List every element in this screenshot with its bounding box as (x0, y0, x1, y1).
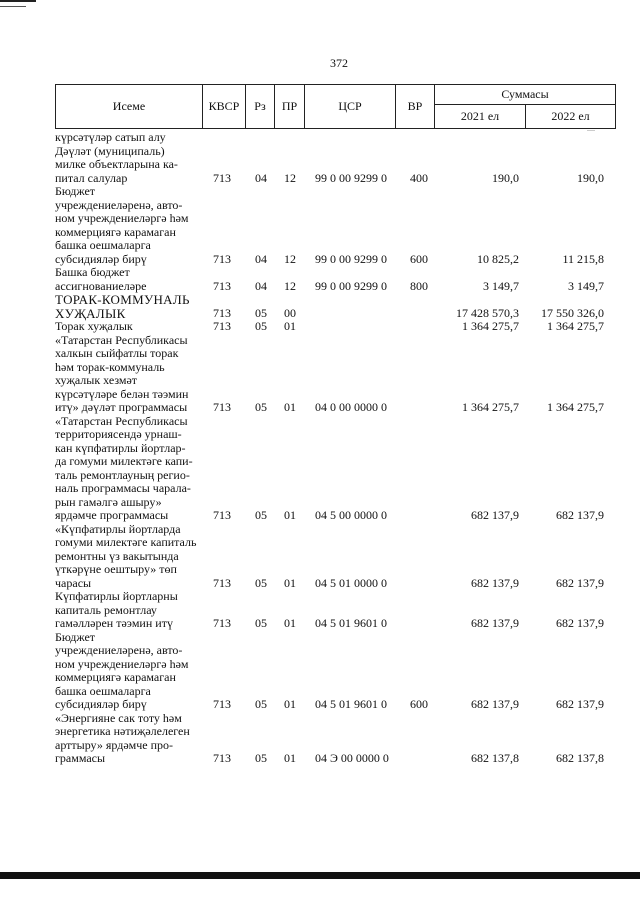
cell-s2021: 10 825,2 (477, 251, 519, 266)
cell-s2022: 682 137,9 (556, 508, 604, 522)
table-row (55, 712, 620, 766)
cell-rz: 05 (255, 508, 267, 522)
row-name-line: Күпфатирлы йортларны (55, 589, 178, 603)
cell-rz: 05 (255, 575, 267, 590)
cell-s2022: 3 149,7 (568, 278, 604, 293)
cell-kvsr: 713 (213, 751, 231, 765)
cell-pr: 01 (284, 697, 296, 711)
header-vr: ВР (395, 84, 435, 129)
header-name: Исеме (55, 84, 203, 129)
cell-rz: 05 (255, 305, 267, 320)
cell-csr: 04 5 01 0000 0 (315, 575, 387, 590)
row-name-line: Бюджет (55, 629, 96, 644)
cell-vr: 400 (410, 170, 428, 185)
row-name-line: Бюджет (55, 184, 96, 198)
table-row (55, 415, 620, 523)
cell-csr: 99 0 00 9299 0 (315, 170, 387, 185)
cell-csr: 04 0 00 0000 0 (315, 400, 387, 414)
header-rz: Рз (245, 84, 275, 129)
cell-s2021: 1 364 275,7 (462, 319, 519, 333)
cell-csr: 04 5 01 9601 0 (315, 697, 387, 711)
table-row (55, 590, 620, 631)
row-name-line: гамәлләрен тәэмин итү (55, 616, 173, 630)
row-name-line: гомуми милектәге капиталь (55, 535, 197, 549)
cell-s2022: 11 215,8 (562, 251, 604, 266)
header-sums: Суммасы (434, 84, 616, 105)
row-name-line: башка оешмаларга (55, 683, 151, 698)
row-name-line: милке объектларына ка- (55, 157, 178, 171)
header-csr: ЦСР (304, 84, 396, 129)
row-name-line: Торак хуҗалык (55, 319, 133, 333)
header-year-2021: 2021 ел (434, 104, 526, 129)
cell-csr: 04 5 00 0000 0 (315, 508, 387, 522)
row-name-line: наль программасы чарала- (55, 481, 191, 495)
cell-csr: 99 0 00 9299 0 (315, 251, 387, 266)
cell-pr: 01 (284, 616, 296, 630)
table-row (55, 266, 620, 293)
cell-kvsr: 713 (213, 616, 231, 630)
header-year-2022: 2022 ел (525, 104, 616, 129)
cell-s2021: 682 137,9 (471, 616, 519, 630)
row-name-line: хуҗалык хезмәт (55, 373, 138, 387)
table-row (55, 185, 620, 266)
cell-s2022: 682 137,9 (556, 697, 604, 711)
row-name-line: «Күпфатирлы йортларда (55, 521, 181, 536)
cell-vr: 800 (410, 278, 428, 293)
cell-csr: 04 5 01 9601 0 (315, 616, 387, 630)
cell-s2022: 682 137,9 (556, 575, 604, 590)
cell-pr: 01 (284, 508, 296, 522)
cell-rz: 05 (255, 697, 267, 711)
row-name-line: коммерциягә карамаган (55, 670, 176, 684)
table-body (55, 131, 620, 766)
row-name-line: халкын сыйфатлы торак (55, 346, 179, 360)
cell-s2021: 3 149,7 (483, 278, 519, 293)
row-name-line: «Энергияне сак тоту һәм (55, 710, 182, 725)
row-name-line: территориясендә урнаш- (55, 427, 182, 441)
row-name-line: энергетика нәтиҗәлелеген (55, 724, 190, 738)
cell-vr: 600 (410, 697, 428, 711)
row-name-line: ном учреждениеләргә һәм (55, 211, 189, 225)
cell-kvsr: 713 (213, 278, 231, 293)
cell-s2022: 1 364 275,7 (547, 319, 604, 333)
cell-kvsr: 713 (213, 319, 231, 333)
cell-pr: 01 (284, 575, 296, 590)
row-name-line: Башка бюджет (55, 265, 130, 279)
table-row (55, 523, 620, 591)
cell-pr: 01 (284, 400, 296, 414)
row-name-line: капиталь ремонтлау (55, 602, 157, 617)
cell-s2022: 17 550 326,0 (541, 305, 604, 320)
cell-s2021: 682 137,8 (471, 751, 519, 765)
cell-pr: 00 (284, 305, 296, 320)
row-name-line: һәм торак-коммуналь (55, 359, 165, 374)
cell-pr: 01 (284, 751, 296, 765)
cell-s2022: 190,0 (577, 170, 604, 185)
row-name-line: ХУҖАЛЫК (55, 305, 126, 321)
cell-vr: 600 (410, 251, 428, 266)
table-row (55, 145, 620, 186)
row-name-line: субсидияләр бирү (55, 251, 147, 266)
cell-kvsr: 713 (213, 251, 231, 266)
cell-pr: 12 (284, 251, 296, 266)
table-row (55, 334, 620, 415)
row-name-line: арттыру» ярдәмче про- (55, 737, 174, 752)
cell-s2021: 682 137,9 (471, 508, 519, 522)
cell-rz: 04 (255, 278, 267, 293)
cell-s2021: 17 428 570,3 (456, 305, 519, 320)
row-name-line: ярдәмче программасы (55, 508, 169, 522)
row-name-line: субсидияләр бирү (55, 697, 147, 711)
row-name-line: да гомуми милектәге капи- (55, 454, 193, 468)
cell-s2022: 1 364 275,7 (547, 400, 604, 414)
cell-rz: 05 (255, 319, 267, 333)
row-name-line: учреждениеләренә, авто- (55, 197, 183, 212)
cell-pr: 12 (284, 170, 296, 185)
row-name-line: ассигнованиеләре (55, 278, 147, 293)
row-name-line: башка оешмаларга (55, 238, 151, 252)
cell-s2021: 1 364 275,7 (462, 400, 519, 414)
row-name-line: ремонтны үз вакытында (55, 548, 179, 563)
row-name-line: учреждениеләренә, авто- (55, 643, 183, 657)
row-name-line: кан күпфатирлы йортлар- (55, 440, 186, 455)
cell-kvsr: 713 (213, 170, 231, 185)
row-name-line: «Татарстан Республикасы (55, 413, 188, 428)
table-row (55, 131, 620, 145)
cell-rz: 05 (255, 400, 267, 414)
cell-kvsr: 713 (213, 508, 231, 522)
row-name-line: чарасы (55, 575, 92, 590)
header-kvsr: КВСР (202, 84, 246, 129)
row-name-line: итү» дәүләт программасы (55, 400, 188, 414)
cell-rz: 04 (255, 251, 267, 266)
scan-mark (0, 6, 26, 7)
cell-rz: 04 (255, 170, 267, 185)
cell-rz: 05 (255, 751, 267, 765)
row-name-line: таль ремонтлауның регио- (55, 467, 190, 482)
page-number: 372 (330, 56, 348, 70)
scan-edge-bar (0, 872, 640, 879)
row-name-line: «Татарстан Республикасы (55, 332, 188, 347)
table-row (55, 320, 620, 334)
row-name (55, 415, 201, 523)
row-name-line: питал салулар (55, 170, 128, 185)
cell-pr: 01 (284, 319, 296, 333)
row-name-line: үткәрүне оештыру» төп (55, 562, 177, 576)
row-name-line: коммерциягә карамаган (55, 224, 176, 239)
cell-csr: 04 Э 00 0000 0 (315, 751, 389, 765)
row-name-line: ном учреждениеләргә һәм (55, 656, 189, 671)
cell-rz: 05 (255, 616, 267, 630)
table-row (55, 293, 620, 320)
row-name-line: ТОРАК-КОММУНАЛЬ (55, 292, 190, 307)
cell-s2021: 190,0 (492, 170, 519, 185)
cell-csr: 99 0 00 9299 0 (315, 278, 387, 293)
cell-kvsr: 713 (213, 697, 231, 711)
row-name-line: рын гамәлгә ашыру» (55, 494, 162, 509)
table-row (55, 631, 620, 712)
cell-s2022: 682 137,9 (556, 616, 604, 630)
row-name-line: Дәүләт (муниципаль) (55, 143, 165, 158)
row-name-line: күрсәтүләр сатып алу (55, 130, 166, 144)
cell-kvsr: 713 (213, 305, 231, 320)
cell-s2021: 682 137,9 (471, 697, 519, 711)
cell-pr: 12 (284, 278, 296, 293)
cell-s2021: 682 137,9 (471, 575, 519, 590)
row-name-line: граммасы (55, 751, 106, 765)
header-pr: ПР (274, 84, 305, 129)
scan-mark (0, 0, 36, 2)
row-name-line: күрсәтүләре белән тәэмин (55, 386, 189, 401)
cell-kvsr: 713 (213, 575, 231, 590)
cell-kvsr: 713 (213, 400, 231, 414)
cell-s2022: 682 137,8 (556, 751, 604, 765)
